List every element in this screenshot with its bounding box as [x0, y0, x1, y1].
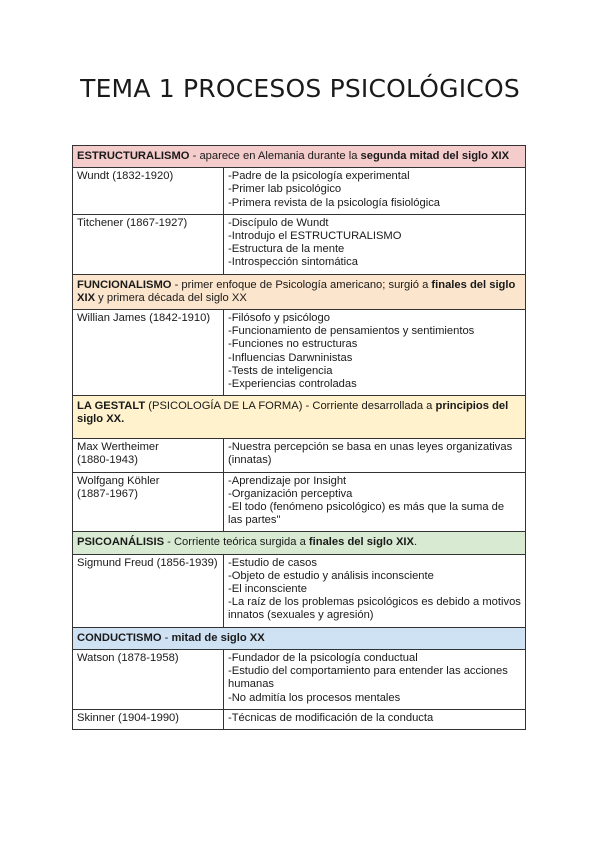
contribution-item: -Organización perceptiva — [228, 487, 353, 500]
contribution-item: -Primer lab psicológico — [228, 183, 342, 196]
contributions-cell — [224, 168, 526, 215]
table-row — [73, 554, 526, 627]
person-cell: Watson (1878-1958) — [73, 649, 224, 709]
contribution-item: -No admitía los procesos mentales — [228, 691, 401, 704]
contributions-cell — [224, 214, 526, 274]
contribution-item: -Tests de inteligencia — [228, 364, 333, 377]
table-row — [73, 472, 526, 532]
contribution-item: -Aprendizaje por Insight — [228, 474, 347, 487]
section-tail: y primera década del siglo XX — [95, 291, 247, 304]
section-header-funcionalismo — [73, 274, 526, 309]
contribution-item: -Técnicas de modificación de la conducta — [228, 711, 434, 724]
contribution-item: -Estudio de casos — [228, 556, 317, 569]
person-cell: Skinner (1904-1990) — [73, 709, 224, 729]
contributions-cell — [224, 472, 526, 532]
section-emph: finales del siglo XIX — [308, 536, 414, 549]
section-desc: - — [161, 631, 172, 644]
section-tail: . — [414, 536, 418, 549]
section-name: CONDUCTISMO — [77, 631, 162, 644]
contributions-cell — [224, 709, 526, 729]
contribution-item: -Filósofo y psicólogo — [228, 312, 330, 325]
section-name: ESTRUCTURALISMO — [77, 150, 190, 162]
section-name: FUNCIONALISMO — [77, 278, 172, 291]
contribution-item: -Nuestra percepción se basa en unas leyes organizativas (innatas) — [228, 441, 513, 467]
contribution-item: -Discípulo de Wundt — [228, 216, 329, 229]
table-row — [73, 214, 526, 274]
contributions-cell — [224, 310, 526, 396]
section-header-estructuralismo — [73, 146, 526, 168]
contribution-item: -El inconsciente — [228, 583, 307, 596]
contribution-item: -Funcionamiento de pensamientos y sentimientos — [228, 325, 475, 338]
psychology-schools-table — [72, 145, 526, 730]
person-years: (1880-1943) — [77, 454, 138, 467]
contribution-item: -Estudio del comportamiento para entender las acciones humanas — [228, 665, 508, 691]
section-header-psicoanalisis — [73, 532, 526, 554]
section-header-gestalt — [73, 396, 526, 439]
person-cell — [73, 472, 224, 532]
section-name: LA GESTALT — [77, 400, 146, 413]
person-cell — [73, 439, 224, 472]
person-cell: Titchener (1867-1927) — [73, 214, 224, 274]
section-desc: - primer enfoque de Psicología americano; surgió a — [171, 278, 432, 291]
contribution-item: -La raíz de los problemas psicológicos es debido a motivos innatos (sexuales y agresión) — [228, 596, 521, 622]
section-emph: mitad de siglo XX — [171, 631, 265, 644]
section-emph: segunda mitad del siglo XIX — [360, 150, 510, 162]
person-cell: Wundt (1832-1920) — [73, 168, 224, 215]
table-row — [73, 649, 526, 709]
table-row — [73, 310, 526, 396]
section-emph: principios del siglo XX. — [77, 400, 509, 426]
person-years: (1887-1967) — [77, 487, 138, 500]
contribution-item: -Experiencias controladas — [228, 378, 357, 391]
contribution-item: -Introdujo el ESTRUCTURALISMO — [228, 230, 402, 243]
person-cell: Willian James (1842-1910) — [73, 310, 224, 396]
contribution-item: -Influencias Darwninistas — [228, 351, 353, 364]
table-row — [73, 439, 526, 472]
section-name: PSICOANÁLISIS — [77, 536, 165, 549]
section-desc: (PSICOLOGÍA DE LA FORMA) - Corriente desarrollada a — [145, 400, 436, 413]
contribution-item: -Padre de la psicología experimental — [228, 170, 410, 183]
person-name: Max Wertheimer — [77, 441, 159, 454]
person-name: Wolfgang Köhler — [77, 474, 160, 487]
contribution-item: -El todo (fenómeno psicológico) es más que la suma de las partes" — [228, 501, 505, 527]
contribution-item: -Objeto de estudio y análisis inconsciente — [228, 569, 434, 582]
person-cell: Sigmund Freud (1856-1939) — [73, 554, 224, 627]
contribution-item: -Introspección sintomática — [228, 256, 358, 269]
section-desc: - Corriente teórica surgida a — [164, 536, 309, 549]
contribution-item: -Fundador de la psicología conductual — [228, 651, 418, 664]
page-title: TEMA 1 PROCESOS PSICOLÓGICOS — [80, 74, 520, 103]
section-header-conductismo — [73, 627, 526, 649]
table-row — [73, 709, 526, 729]
contribution-item: -Estructura de la mente — [228, 243, 345, 256]
table-row — [73, 168, 526, 215]
contribution-item: -Primera revista de la psicología fisiológica — [228, 196, 441, 209]
contributions-cell — [224, 649, 526, 709]
contributions-cell — [224, 439, 526, 472]
section-emph: finales del siglo XIX — [77, 278, 516, 304]
contribution-item: -Funciones no estructuras — [228, 338, 358, 351]
contributions-cell — [224, 554, 526, 627]
section-desc: - aparece en Alemania durante la — [189, 150, 361, 162]
